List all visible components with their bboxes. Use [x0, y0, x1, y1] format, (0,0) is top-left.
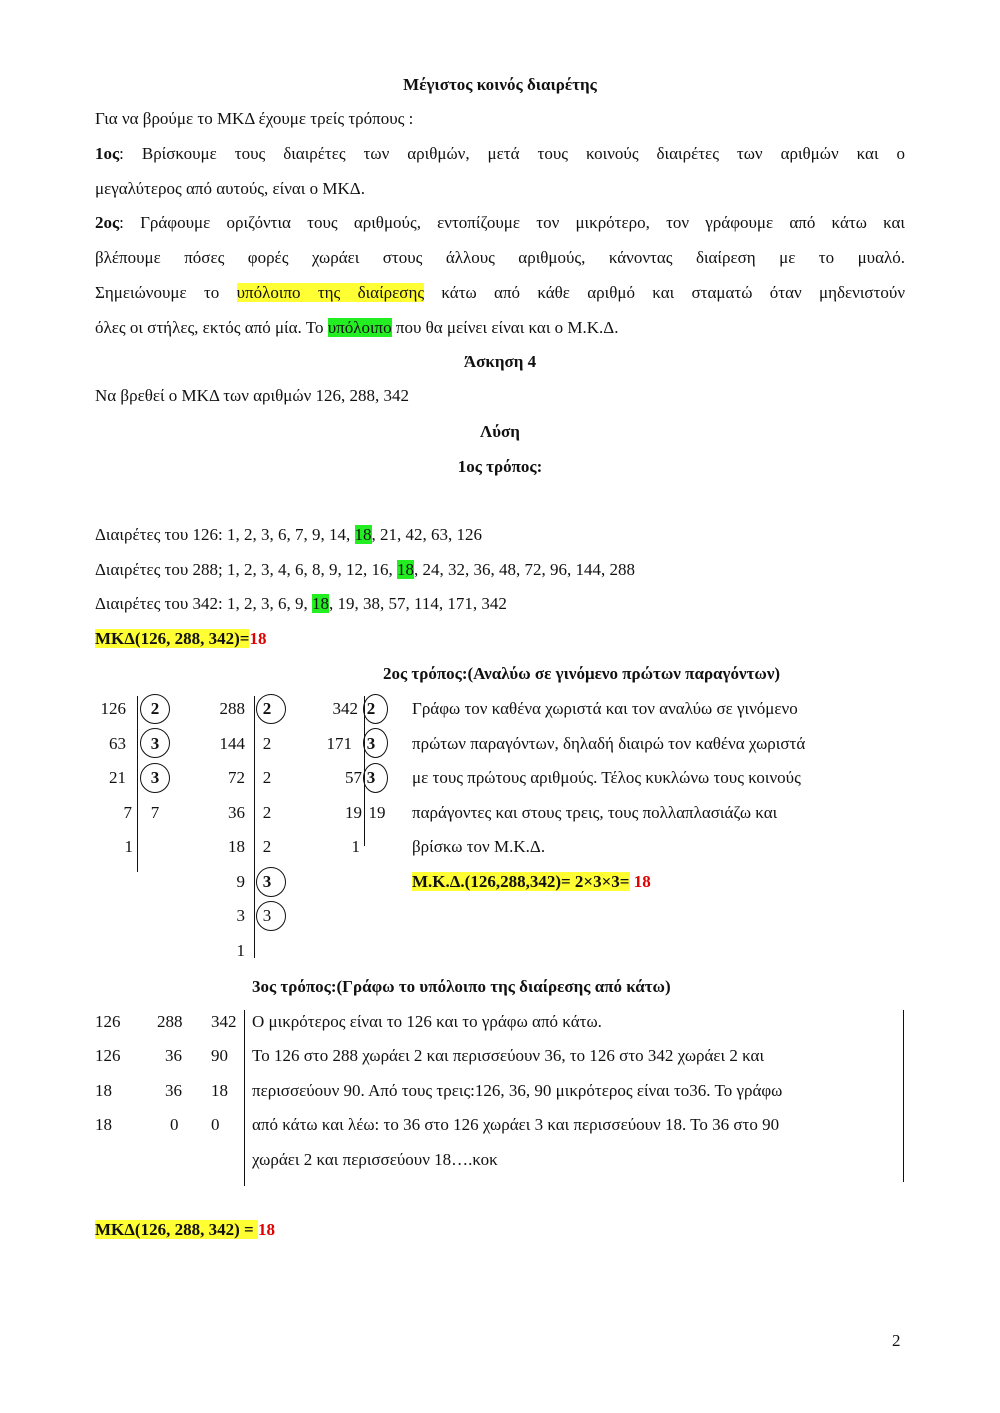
circle-mark — [363, 728, 388, 758]
way2-explain-3: με τους πρώτους αριθμούς. Τέλος κυκλώνω τους κοινούς — [412, 768, 801, 787]
solution-title: Λύση — [480, 422, 520, 441]
way2-title: 2ος τρόπος:(Αναλύω σε γινόμενο πρώτων παραγόντων) — [383, 664, 781, 683]
method1-line1: 1ος: Βρίσκουμε τους διαιρέτες των αριθμών, μετά τους κοινούς διαιρέτες των αριθμών και ο — [95, 144, 905, 163]
divisors-126: Διαιρέτες του 126: 1, 2, 3, 6, 7, 9, 14, 18, 21, 42, 63, 126 — [95, 525, 483, 544]
way1-title: 1ος τρόπος: — [457, 457, 543, 476]
circle-mark — [256, 694, 286, 724]
gcd-result-2: Μ.Κ.Δ.(126,288,342)= 2×3×3= 18 — [412, 872, 651, 891]
circle-mark — [363, 694, 388, 724]
way3-explain-2: Το 126 στο 288 χωράει 2 και περισσεύουν 36, το 126 στο 342 χωράει 2 και — [252, 1046, 765, 1065]
way2-explain-1: Γράφω τον καθένα χωριστά και τον αναλύω σε γινόμενο — [412, 699, 798, 718]
method1-line2: μεγαλύτερος από αυτούς, είναι ο ΜΚΔ. — [95, 179, 365, 198]
circle-mark — [256, 867, 286, 897]
method2-line2: βλέπουμε πόσες φορές χωράει στους άλλους αριθμούς, κάνοντας διαίρεση με το μυαλό. — [95, 248, 905, 267]
method1-label: 1ος — [95, 144, 120, 163]
page-number: 2 — [892, 1331, 901, 1350]
way2-explain-2: πρώτων παραγόντων, δηλαδή διαιρώ τον καθένα χωριστά — [412, 734, 806, 753]
divisors-342: Διαιρέτες του 342: 1, 2, 3, 6, 9, 18, 19, 38, 57, 114, 171, 342 — [95, 594, 507, 613]
way3-explain-1: Ο μικρότερος είναι το 126 και το γράφω από κάτω. — [252, 1012, 602, 1031]
exercise-text: Να βρεθεί ο ΜΚΔ των αριθμών 126, 288, 342 — [95, 386, 410, 405]
circle-mark — [140, 694, 170, 724]
way3-title: 3ος τρόπος:(Γράφω το υπόλοιπο της διαίρεσης από κάτω) — [252, 977, 671, 996]
way3-explain-3: περισσεύουν 90. Από τους τρεις:126, 36, 90 μικρότερος είναι το36. Το γράφω — [252, 1081, 783, 1100]
method2-line1: 2ος: Γράφουμε οριζόντια τους αριθμούς, εντοπίζουμε τον μικρότερο, τον γράφουμε από κάτω και — [95, 213, 905, 232]
divisors-288: Διαιρέτες του 288; 1, 2, 3, 4, 6, 8, 9, 12, 16, 18, 24, 32, 36, 48, 72, 96, 144, 288 — [95, 560, 636, 579]
gcd-result-1: ΜΚΔ(126, 288, 342)=18 — [95, 629, 267, 648]
circle-mark — [140, 728, 170, 758]
circle-mark — [363, 763, 388, 793]
highlight-remainder: υπόλοιπο της διαίρεσης — [236, 283, 425, 302]
gcd-result-3: ΜΚΔ(126, 288, 342) = 18 — [95, 1220, 275, 1239]
way2-explain-4: παράγοντες και στους τρεις, τους πολλαπλασιάζω και — [412, 803, 778, 822]
way3-explain-4: από κάτω και λέω: το 36 στο 126 χωράει 3 και περισσεύουν 18. Το 36 στο 90 — [252, 1115, 780, 1134]
method2-line3: Σημειώνουμε το υπόλοιπο της διαίρεσης κάτω από κάθε αριθμό και σταματώ όταν μηδενιστούν — [95, 283, 906, 302]
way3-explain-5: χωράει 2 και περισσεύουν 18….κοκ — [252, 1150, 498, 1169]
page-title: Μέγιστος κοινός διαιρέτης — [403, 75, 597, 94]
method2-label: 2ος — [95, 213, 120, 232]
circle-mark — [140, 763, 170, 793]
method2-line4: όλες οι στήλες, εκτός από μία. Το υπόλοιπο που θα μείνει είναι και ο Μ.Κ.Δ. — [95, 318, 619, 337]
exercise-title: Άσκηση 4 — [463, 352, 537, 371]
highlight-remainder-2: υπόλοιπο — [327, 318, 392, 337]
intro-text: Για να βρούμε το ΜΚΔ έχουμε τρείς τρόπους : — [95, 109, 414, 128]
circle-mark — [256, 901, 286, 931]
way2-explain-5: βρίσκω τον Μ.Κ.Δ. — [412, 837, 546, 856]
